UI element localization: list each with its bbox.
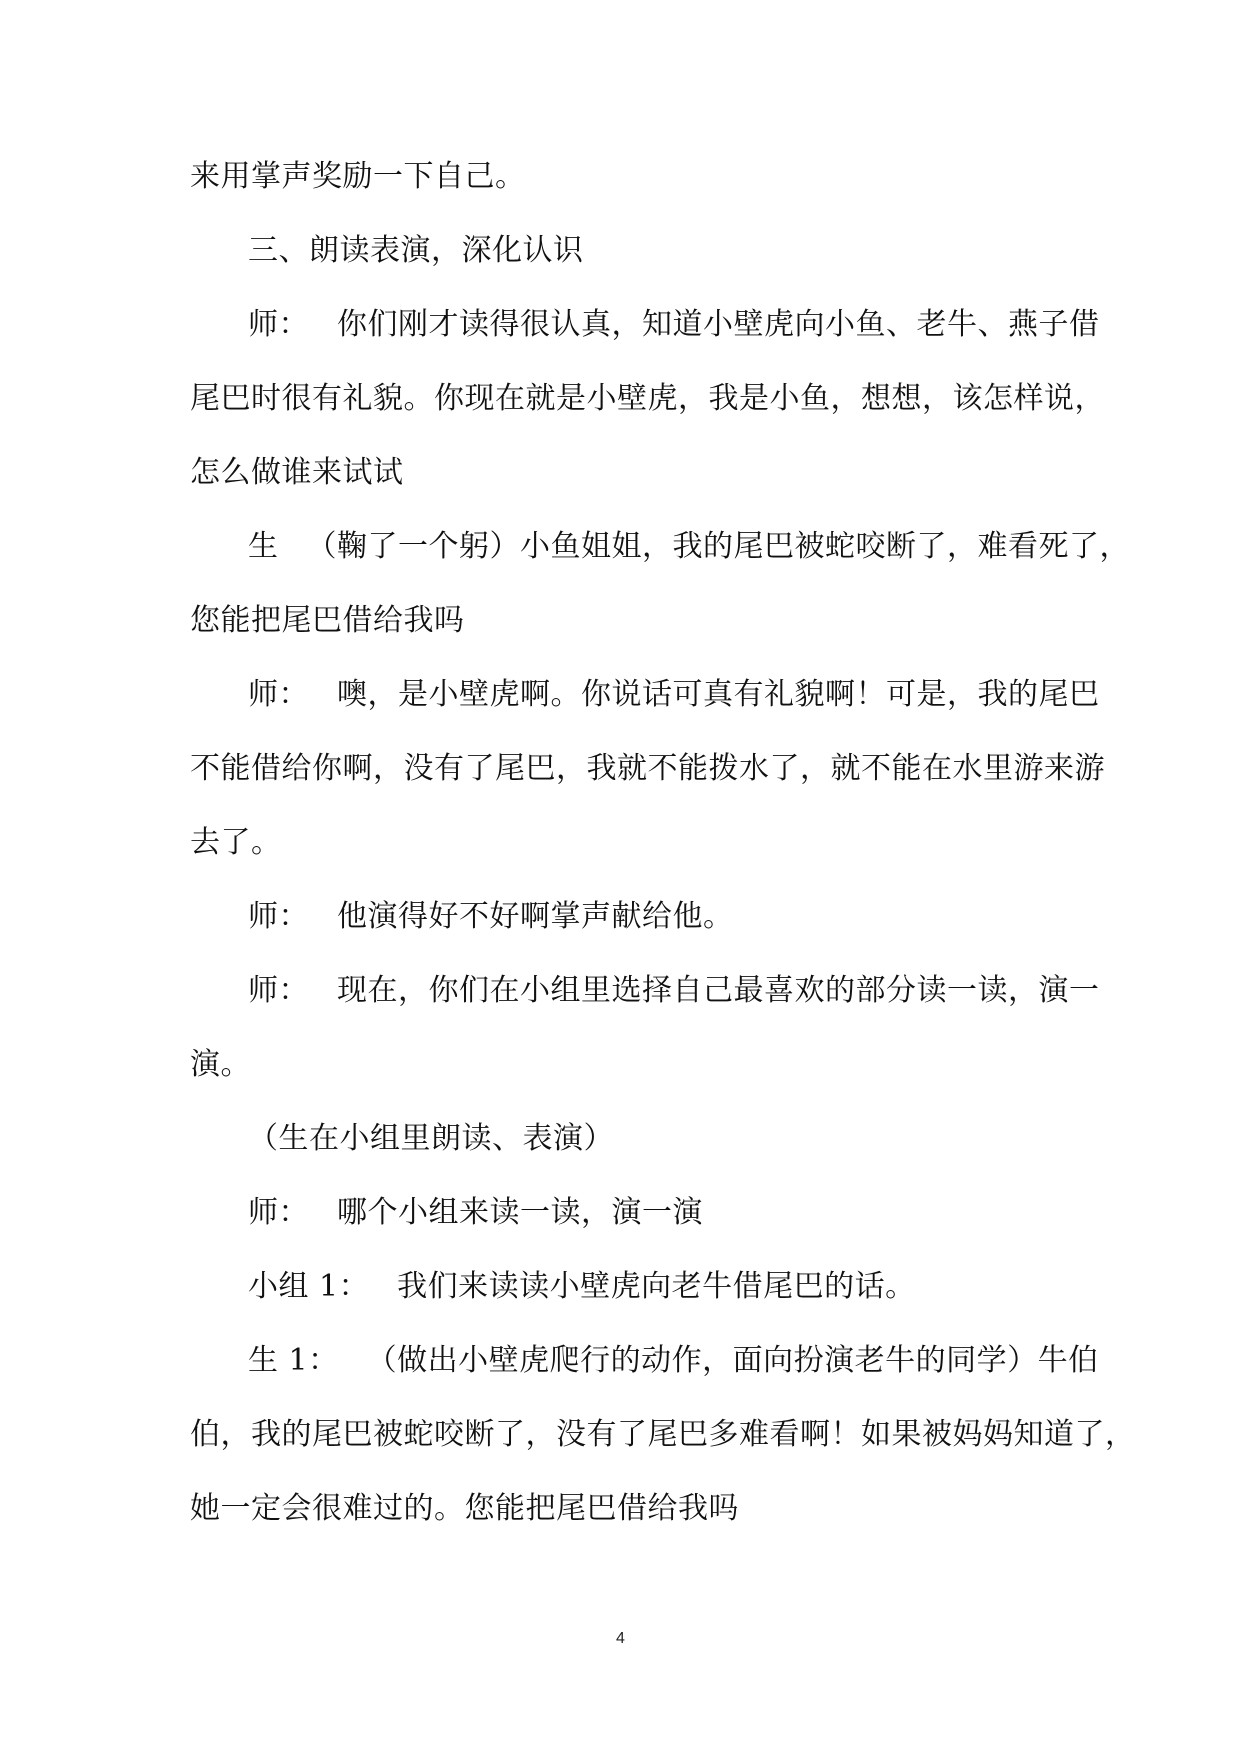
dialogue-text: （做出小壁虎爬行的动作，面向扮演老牛的同学）牛伯 <box>366 1343 1099 1378</box>
paragraph-line: 怎么做谁来试试 <box>190 455 404 490</box>
document-body <box>190 140 1136 1546</box>
speaker-label: 师： <box>248 677 309 712</box>
dialogue-text: （鞠了一个躬）小鱼姐姐，我的尾巴被蛇咬断了，难看死了， <box>306 529 1130 564</box>
paragraph-line: 演。 <box>190 1047 251 1082</box>
dialogue-line <box>190 880 1070 954</box>
speaker-label: 生 <box>248 529 279 564</box>
speaker-label: 师： <box>248 307 309 342</box>
dialogue-text: 你们刚才读得很认真，知道小壁虎向小鱼、老牛、燕子借 <box>337 307 1100 342</box>
paragraph-line: 尾巴时很有礼貌。你现在就是小壁虎，我是小鱼，想想，该怎样说， <box>190 381 1105 416</box>
paragraph-line: 伯，我的尾巴被蛇咬断了，没有了尾巴多难看啊！如果被妈妈知道了， <box>190 1417 1136 1452</box>
dialogue-text: 现在，你们在小组里选择自己最喜欢的部分读一读，演一 <box>337 973 1100 1008</box>
dialogue-text: 哪个小组来读一读，演一演 <box>337 1195 703 1230</box>
dialogue-text: 我们来读读小壁虎向老牛借尾巴的话。 <box>397 1269 916 1304</box>
paragraph-line: 去了。 <box>190 825 282 860</box>
paragraph-line: 她一定会很难过的。您能把尾巴借给我吗 <box>190 1491 739 1526</box>
dialogue-line <box>190 954 1100 1028</box>
stage-direction: （生在小组里朗读、表演） <box>248 1121 614 1156</box>
dialogue-line <box>190 1176 1070 1250</box>
speaker-label: 师： <box>248 1195 309 1230</box>
dialogue-line <box>190 1324 1099 1398</box>
dialogue-line <box>190 510 1130 584</box>
speaker-label: 小组 1： <box>248 1269 370 1304</box>
dialogue-text: 他演得好不好啊掌声献给他。 <box>337 899 734 934</box>
paragraph-line: 来用掌声奖励一下自己。 <box>190 159 526 194</box>
speaker-label: 师： <box>248 973 309 1008</box>
paragraph-line: 您能把尾巴借给我吗 <box>190 603 465 638</box>
paragraph-line: 不能借给你啊，没有了尾巴，我就不能拨水了，就不能在水里游来游 <box>190 751 1105 786</box>
dialogue-line <box>190 658 1100 732</box>
dialogue-line <box>190 288 1100 362</box>
speaker-label: 师： <box>248 899 309 934</box>
dialogue-line <box>190 1250 1070 1324</box>
speaker-label: 生 1： <box>248 1343 339 1378</box>
page-number: 4 <box>616 1630 625 1647</box>
section-heading: 三、朗读表演，深化认识 <box>248 233 584 268</box>
dialogue-text: 噢，是小壁虎啊。你说话可真有礼貌啊！可是，我的尾巴 <box>337 677 1100 712</box>
